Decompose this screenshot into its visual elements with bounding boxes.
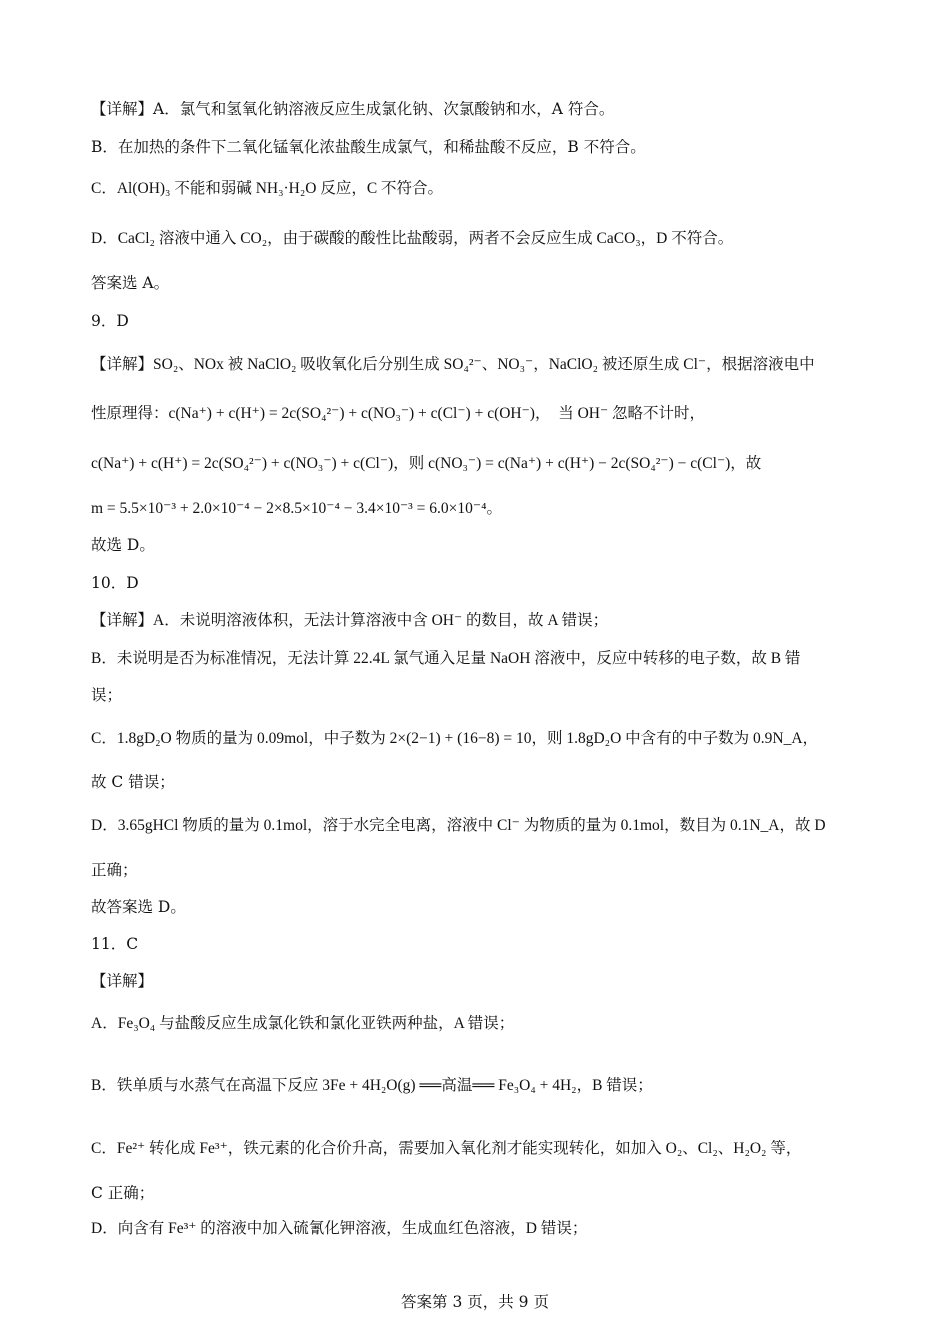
page-footer: 答案第 3 页，共 9 页	[401, 1293, 549, 1311]
question-number: 10．D	[91, 574, 139, 592]
text-line: C．1.8gD₂O 物质的量为 0.09mol，中子数为 2×(2−1) + (16−8) = 10，则 1.8gD₂O 中含有的中子数为 0.9N_A，	[91, 730, 819, 747]
text-line: D．向含有 Fe³⁺ 的溶液中加入硫氰化钾溶液，生成血红色溶液，D 错误；	[91, 1220, 588, 1237]
text-line: A．Fe₃O₄ 与盐酸反应生成氯化铁和氯化亚铁两种盐，A 错误；	[91, 1015, 515, 1032]
text-line: C．Al(OH)₃ 不能和弱碱 NH₃·H₂O 反应，C 不符合。	[91, 180, 444, 197]
text-line: 误；	[91, 686, 123, 704]
question-number: 9．D	[91, 312, 129, 330]
text-line: C 正确；	[91, 1184, 155, 1202]
equation-line: 性原理得：c(Na⁺) + c(H⁺) = 2c(SO₄²⁻) + c(NO₃⁻) + c(Cl⁻) + c(OH⁻)， 当 OH⁻ 忽略不计时，	[91, 405, 706, 422]
text-line: D．CaCl₂ 溶液中通入 CO₂，由于碳酸的酸性比盐酸弱，两者不会反应生成 CaCO₃，D 不符合。	[91, 230, 734, 247]
text-line: 【详解】A．未说明溶液体积，无法计算溶液中含 OH⁻ 的数目，故 A 错误；	[91, 612, 609, 629]
equation-line: B．铁单质与水蒸气在高温下反应 3Fe + 4H₂O(g) ══高温══ Fe₃O₄ + 4H₂，B 错误；	[91, 1077, 653, 1094]
text-line: B．未说明是否为标准情况，无法计算 22.4L 氯气通入足量 NaOH 溶液中，反应中转移的电子数，故 B 错	[91, 650, 801, 667]
text-line: 【详解】SO₂、NOx 被 NaClO₂ 吸收氧化后分别生成 SO₄²⁻、NO₃⁻，NaClO₂ 被还原生成 Cl⁻，根据溶液电中	[91, 356, 815, 373]
text-line: 故 C 错误；	[91, 773, 175, 791]
text-line: 答案选 A。	[91, 274, 170, 292]
text-line: C．Fe²⁺ 转化成 Fe³⁺，铁元素的化合价升高，需要加入氧化剂才能实现转化，如加入 O₂、Cl₂、H₂O₂ 等，	[91, 1140, 802, 1157]
text-line: 【详解】A．氯气和氢氧化钠溶液反应生成氯化钠、次氯酸钠和水，A 符合。	[91, 100, 615, 118]
text-line: 正确；	[91, 861, 138, 879]
question-number: 11．C	[91, 935, 139, 953]
text-line: 【详解】	[91, 972, 154, 990]
equation-line: c(Na⁺) + c(H⁺) = 2c(SO₄²⁻) + c(NO₃⁻) + c(Cl⁻)，则 c(NO₃⁻) = c(Na⁺) + c(H⁺) − 2c(SO₄²⁻) − c(Cl⁻)，故	[91, 455, 762, 472]
text-line: 故选 D。	[91, 536, 155, 554]
text-line: D．3.65gHCl 物质的量为 0.1mol，溶于水完全电离，溶液中 Cl⁻ 为物质的量为 0.1mol，数目为 0.1N_A，故 D	[91, 817, 826, 834]
equation-line: m = 5.5×10⁻³ + 2.0×10⁻⁴ − 2×8.5×10⁻⁴ − 3.4×10⁻³ = 6.0×10⁻⁴。	[91, 500, 502, 517]
text-line: 故答案选 D。	[91, 898, 186, 916]
text-line: B．在加热的条件下二氧化锰氧化浓盐酸生成氯气，和稀盐酸不反应，B 不符合。	[91, 138, 646, 156]
